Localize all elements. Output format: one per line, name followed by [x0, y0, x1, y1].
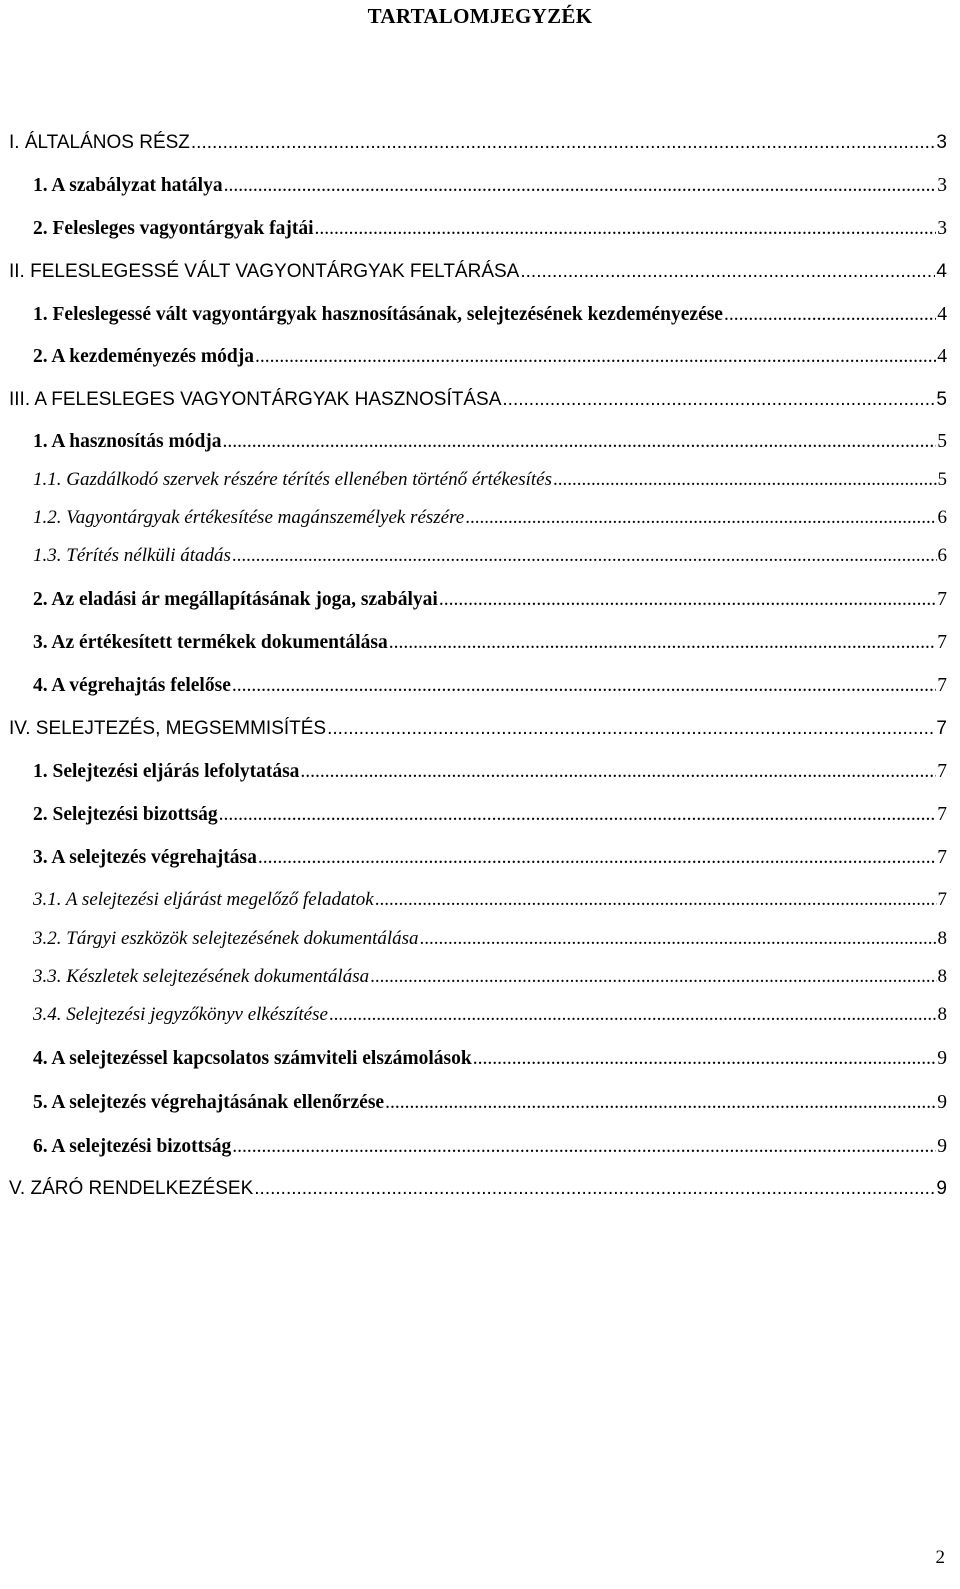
- toc-entry: [9, 1178, 947, 1208]
- toc-entry-page: 8: [937, 1004, 947, 1025]
- toc-entry-label: 3.4. Selejtezési jegyzőkönyv elkészítése: [33, 1004, 328, 1025]
- toc-entry-page: 6: [937, 507, 947, 528]
- toc-entry-label: 4. A végrehajtás felelőse: [33, 675, 231, 696]
- toc-entry-label: 1. Selejtezési eljárás lefolytatása: [33, 761, 300, 782]
- toc-entry-page: 7: [936, 718, 947, 739]
- toc-leader-dots: [465, 507, 936, 529]
- toc-entry-label: 1.2. Vagyontárgyak értékesítése magánszemélyek részére: [33, 507, 465, 528]
- toc-entry-label: 5. A selejtezés végrehajtásának ellenőrzése: [33, 1092, 385, 1113]
- toc-entry: [9, 804, 947, 834]
- toc-leader-dots: [553, 469, 936, 491]
- toc-leader-dots: [219, 804, 937, 826]
- toc-entry-label: 4. A selejtezéssel kapcsolatos számviteli elszámolások: [33, 1048, 472, 1069]
- toc-entry-page: 7: [937, 847, 947, 868]
- toc-entry-page: 9: [936, 1178, 947, 1199]
- toc-entry-label: 2. Felesleges vagyontárgyak fajtái: [33, 218, 314, 239]
- toc-entry-page: 9: [937, 1136, 947, 1157]
- toc-entry: [9, 132, 947, 162]
- toc-entry: [9, 1048, 947, 1078]
- toc-entry: [9, 761, 947, 791]
- toc-entry-label: II. FELESLEGESSÉ VÁLT VAGYONTÁRGYAK FELTÁRÁSA: [9, 261, 520, 282]
- toc-entry: [9, 847, 947, 877]
- toc-entry: [9, 632, 947, 662]
- toc-entry-label: 3.3. Készletek selejtezésének dokumentálása: [33, 966, 370, 987]
- toc-entry: [9, 261, 947, 291]
- toc-entry-page: 7: [937, 675, 947, 696]
- toc-entry-page: 4: [937, 304, 947, 325]
- toc-entry-page: 7: [937, 632, 947, 653]
- toc-entry: [9, 675, 947, 705]
- toc-entry: [9, 346, 947, 376]
- toc-entry: [9, 304, 947, 334]
- toc-leader-dots: [232, 1136, 936, 1158]
- toc-entry: [9, 589, 947, 619]
- toc-leader-dots: [370, 966, 936, 988]
- toc-leader-dots: [315, 218, 937, 240]
- toc-leader-dots: [258, 847, 936, 869]
- toc-entry-label: 1. A szabályzat hatálya: [33, 175, 223, 196]
- toc-entry-page: 9: [937, 1092, 947, 1113]
- toc-entry: [9, 431, 947, 461]
- toc-entry: [9, 718, 947, 748]
- toc-leader-dots: [473, 1048, 937, 1070]
- toc-entry: [9, 469, 947, 499]
- toc-entry: [9, 889, 947, 919]
- toc-leader-dots: [520, 261, 935, 283]
- toc-entry-label: 1.1. Gazdálkodó szervek részére térítés ellenében történő értékesítés: [33, 469, 553, 490]
- toc-entry: [9, 507, 947, 537]
- toc-entry: [9, 389, 947, 419]
- toc-entry-page: 7: [937, 804, 947, 825]
- toc-entry-page: 3: [937, 175, 947, 196]
- toc-entry-label: 2. Selejtezési bizottság: [33, 804, 218, 825]
- toc-leader-dots: [327, 718, 935, 740]
- toc-entry-page: 7: [937, 761, 947, 782]
- page-number: 2: [935, 1547, 945, 1568]
- toc-entry-label: V. ZÁRÓ RENDELKEZÉSEK: [9, 1178, 254, 1199]
- toc-entry-page: 6: [937, 545, 947, 566]
- toc-entry: [9, 1004, 947, 1034]
- toc-entry-page: 9: [937, 1048, 947, 1069]
- toc-entry: [9, 1136, 947, 1166]
- page-title: TARTALOMJEGYZÉK: [367, 4, 593, 28]
- toc-entry-page: 4: [936, 261, 947, 282]
- toc-entry-page: 8: [937, 928, 947, 949]
- toc-entry: [9, 545, 947, 575]
- toc-entry-label: 3. Az értékesített termékek dokumentálása: [33, 632, 388, 653]
- toc-entry-page: 7: [937, 889, 947, 910]
- toc-leader-dots: [232, 545, 937, 567]
- toc-entry-label: 3. A selejtezés végrehajtása: [33, 847, 257, 868]
- toc-entry: [9, 966, 947, 996]
- toc-leader-dots: [385, 1092, 936, 1114]
- toc-entry-label: 3.1. A selejtezési eljárást megelőző feladatok: [33, 889, 374, 910]
- toc-entry-label: 1. A hasznosítás módja: [33, 431, 222, 452]
- toc-entry-page: 3: [936, 132, 947, 153]
- toc-entry-page: 3: [937, 218, 947, 239]
- toc-entry-label: 1. Feleslegessé vált vagyontárgyak hasznosításának, selejtezésének kezdeményezése: [33, 304, 723, 325]
- toc-entry-label: 2. Az eladási ár megállapításának joga, szabályai: [33, 589, 438, 610]
- toc-entry: [9, 218, 947, 248]
- toc-entry: [9, 928, 947, 958]
- toc-entry-page: 7: [937, 589, 947, 610]
- toc-leader-dots: [375, 889, 937, 911]
- toc-leader-dots: [232, 675, 936, 697]
- toc-leader-dots: [439, 589, 936, 611]
- toc-entry-label: 6. A selejtezési bizottság: [33, 1136, 232, 1157]
- toc-leader-dots: [191, 132, 936, 154]
- toc-leader-dots: [329, 1004, 937, 1026]
- toc-entry-page: 8: [937, 966, 947, 987]
- toc-leader-dots: [420, 928, 937, 950]
- toc-entry-page: 5: [936, 389, 947, 410]
- toc-entry-page: 5: [937, 431, 947, 452]
- toc-leader-dots: [502, 389, 935, 411]
- toc-entry-label: 1.3. Térítés nélküli átadás: [33, 545, 231, 566]
- toc-leader-dots: [255, 346, 936, 368]
- toc-leader-dots: [223, 431, 937, 453]
- toc-leader-dots: [389, 632, 937, 654]
- toc-entry-page: 5: [937, 469, 947, 490]
- toc-entry: [9, 175, 947, 205]
- toc-entry-label: 2. A kezdeményezés módja: [33, 346, 254, 367]
- toc-leader-dots: [300, 761, 936, 783]
- toc-entry: [9, 1092, 947, 1122]
- toc-leader-dots: [254, 1178, 935, 1200]
- toc-entry-label: 3.2. Tárgyi eszközök selejtezésének dokumentálása: [33, 928, 419, 949]
- toc-entry-page: 4: [937, 346, 947, 367]
- toc-entry-label: III. A FELESLEGES VAGYONTÁRGYAK HASZNOSÍTÁSA: [9, 389, 502, 410]
- toc-leader-dots: [224, 175, 937, 197]
- toc-entry-label: IV. SELEJTEZÉS, MEGSEMMISÍTÉS: [9, 718, 327, 739]
- toc-leader-dots: [724, 304, 936, 326]
- toc-entry-label: I. ÁLTALÁNOS RÉSZ: [9, 132, 190, 153]
